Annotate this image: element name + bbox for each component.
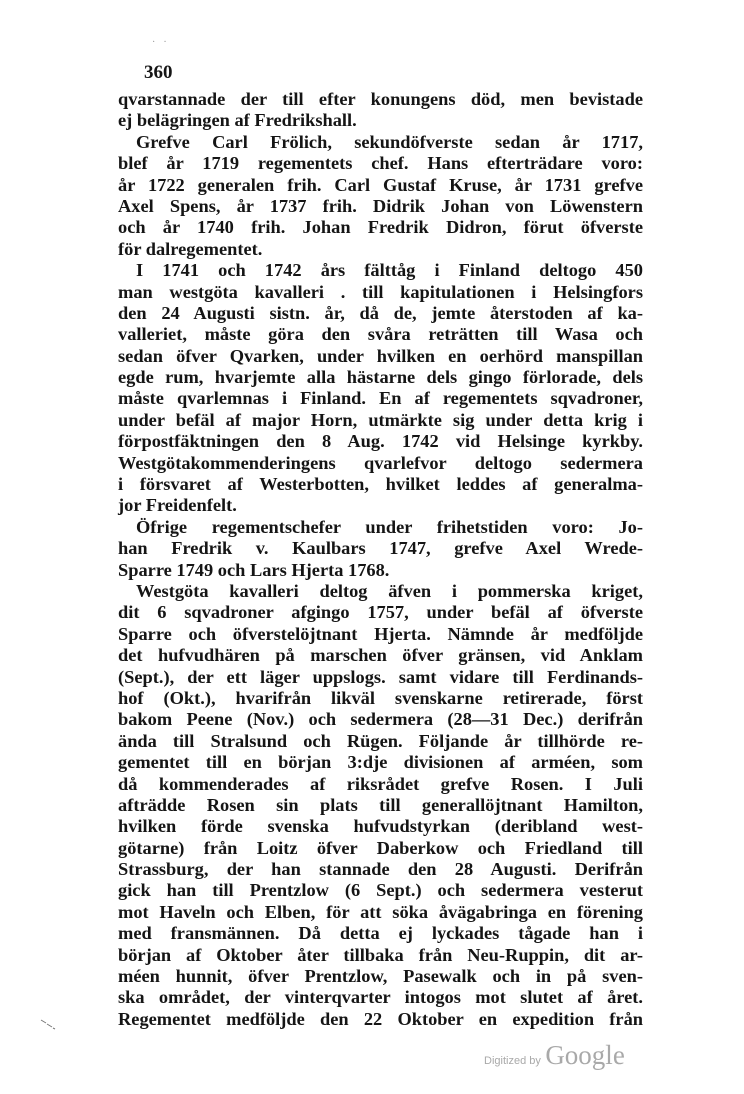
text-line: han Fredrik v. Kaulbars 1747, grefve Axel Wrede- (118, 538, 643, 559)
text-line: (Sept.), der ett läger uppslogs. samt vidare till Ferdinands- (118, 666, 643, 687)
text-line: Grefve Carl Frölich, sekundöfverste sedan år 1717, (136, 131, 643, 152)
text-line: gementet till en början 3:dje divisionen af arméen, som (118, 752, 643, 773)
text-line: hof (Okt.), hvarifrån likväl svenskarne retirerade, först (118, 687, 643, 708)
text-line: gick han till Prentzlow (6 Sept.) och sedermera vesterut (118, 880, 643, 901)
text-line: ska området, der vinterqvarter intogos mot slutet af året. (118, 987, 643, 1008)
text-line: då kommenderades af riksrådet grefve Rosen. I Juli (118, 773, 643, 794)
text-line: méen hunnit, öfver Prentzlow, Pasewalk och in på sven- (118, 966, 643, 987)
text-line: måste qvarlemnas i Finland. En af regementets sqvadroner, (118, 388, 643, 409)
page-text (118, 89, 643, 1030)
text-line: Strassburg, der han stannade den 28 Augusti. Derifrån (118, 859, 643, 880)
text-line: jor Freidenfelt. (118, 495, 237, 516)
page-number: 360 (144, 62, 173, 83)
text-line: Westgötakommenderingens qvarlefvor deltogo sedermera (118, 452, 643, 473)
text-line: Regementet medföljde den 22 Oktober en expedition från (118, 1008, 643, 1029)
text-line: egde rum, hvarjemte alla hästarne dels gingo förlorade, dels (118, 367, 643, 388)
text-line: Westgöta kavalleri deltog äfven i pommerska kriget, (136, 580, 643, 601)
text-line: år 1722 generalen frih. Carl Gustaf Kruse, år 1731 grefve (118, 174, 643, 195)
text-line: sedan öfver Qvarken, under hvilken en oerhörd manspillan (118, 345, 643, 366)
text-line: blef år 1719 regementets chef. Hans efterträdare voro: (118, 153, 643, 174)
text-line: valleriet, måste göra den svåra reträtten till Wasa och (118, 324, 643, 345)
digitized-by-google-watermark (484, 1040, 625, 1071)
text-line: Axel Spens, år 1737 frih. Didrik Johan von Löwenstern (118, 195, 643, 216)
text-line: det hufvudhären på marschen öfver gränsen, vid Anklam (118, 645, 643, 666)
text-line: för dalregementet. (118, 238, 263, 259)
text-line: början af Oktober åter tillbaka från Neu-Ruppin, dit ar- (118, 944, 643, 965)
text-line: Sparre och öfverstelöjtnant Hjerta. Nämnde år medföljde (118, 623, 643, 644)
text-line: qvarstannade der till efter konungens död, men bevistade (118, 89, 643, 109)
scan-mark (40, 1018, 56, 1030)
scan-dots: ·· (152, 37, 175, 48)
text-line: Öfrige regementschefer under frihetstiden voro: Jo- (136, 516, 643, 537)
text-line: mot Haveln och Elben, för att söka åvägabringa en förening (118, 901, 643, 922)
text-line: förpostfäktningen den 8 Aug. 1742 vid Helsinge kyrkby. (118, 431, 643, 452)
text-line: under befäl af major Horn, utmärkte sig under detta krig i (118, 409, 643, 430)
text-line: med fransmännen. Då detta ej lyckades tågade han i (118, 923, 643, 944)
text-line: Sparre 1749 och Lars Hjerta 1768. (118, 559, 390, 580)
text-line: götarne) från Loitz öfver Daberkow och Friedland till (118, 837, 643, 858)
text-line: och år 1740 frih. Johan Fredrik Didron, förut öfverste (118, 217, 643, 238)
text-line: den 24 Augusti sistn. år, då de, jemte återstoden af ka- (118, 302, 643, 323)
text-line: bakom Peene (Nov.) och sedermera (28—31 Dec.) derifrån (118, 709, 643, 730)
text-line: afträdde Rosen sin plats till generallöjtnant Hamilton, (118, 794, 643, 815)
text-line: i försvaret af Westerbotten, hvilket leddes af generalma- (118, 474, 643, 495)
text-line: I 1741 och 1742 års fälttåg i Finland deltogo 450 (136, 260, 643, 281)
text-line: hvilken förde svenska hufvudstyrkan (deribland west- (118, 816, 643, 837)
text-line: ej belägringen af Fredrikshall. (118, 110, 357, 131)
text-line: ända till Stralsund och Rügen. Följande år tillhörde re- (118, 730, 643, 751)
text-line: man westgöta kavalleri . till kapitulationen i Helsingfors (118, 281, 643, 302)
watermark-prefix: Digitized by (484, 1055, 541, 1067)
google-logo: Google (545, 1040, 625, 1070)
text-line: dit 6 sqvadroner afgingo 1757, under befäl af öfverste (118, 602, 643, 623)
